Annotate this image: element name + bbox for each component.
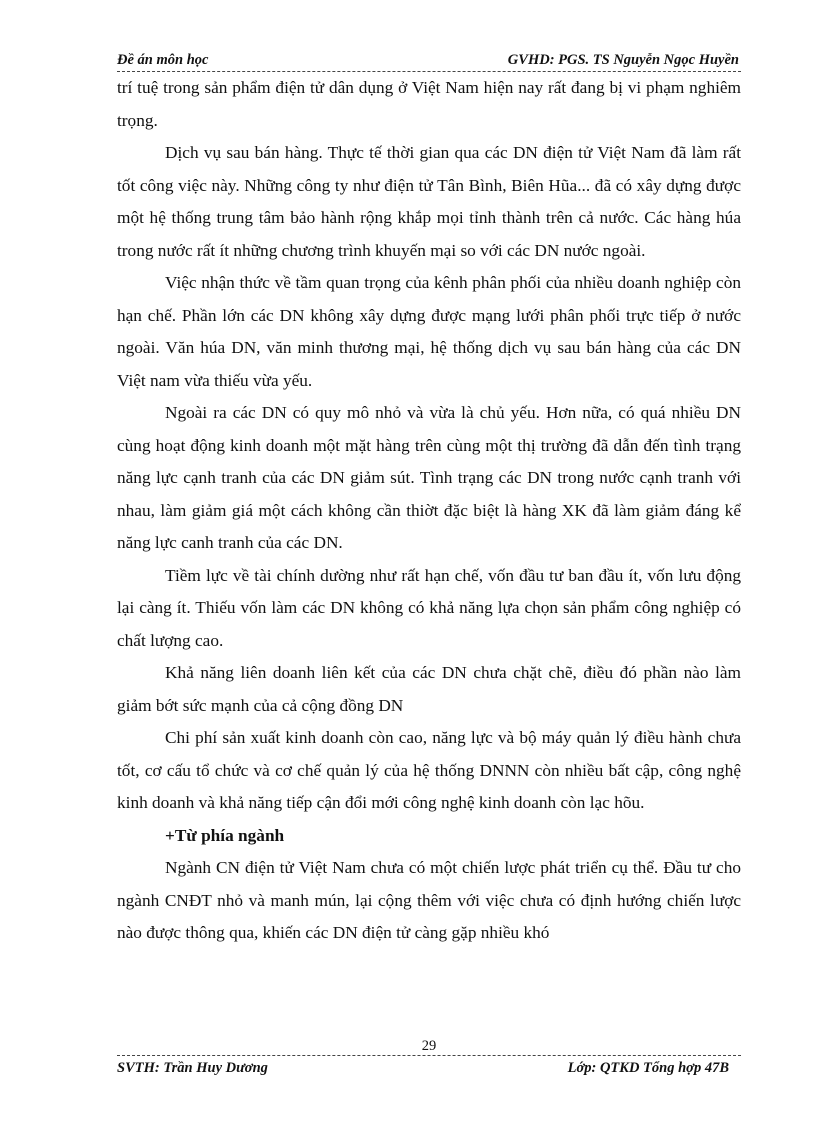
section-heading: +Từ phía ngành	[165, 825, 285, 845]
paragraph-finance: Tiềm lực về tài chính dường như rất hạn chế, vốn đầu tư ban đầu ít, vốn lưu động lại càng ít. Thiếu vốn làm các DN không có khả năng lựa chọn sản phẩm công nghiệp có chất lượng cao.	[117, 565, 741, 650]
paragraph-distribution: Việc nhận thức về tầm quan trọng của kênh phân phối của nhiều doanh nghiệp còn hạn chế. Phần lớn các DN không xây dựng được mạng lưới phân phối trực tiếp ở nước ngoài. Văn húa DN, văn minh thương mại, hệ thống dịch vụ sau bán hàng của các DN Việt nam vừa thiếu vừa yếu.	[117, 273, 741, 390]
page-number: 29	[421, 1038, 437, 1054]
paragraph-after-sales: Dịch vụ sau bán hàng. Thực tế thời gian qua các DN điện tử Việt Nam đã làm rất tốt công việc này. Những công ty như điện tử Tân Bình, Biên Hũa... đã có xây dựng được một hệ thống trung tâm bảo hành rộng khắp mọi tỉnh thành trên cả nước. Các hàng húa trong nước rất ít những chương trình khuyến mại so với các DN nước ngoài.	[117, 143, 741, 260]
paragraph-continuation: trí tuệ trong sản phẩm điện tử dân dụng ở Việt Nam hiện nay rất đang bị vi phạm nghiêm trọng.	[117, 78, 741, 130]
paragraph-joint-venture: Khả năng liên doanh liên kết của các DN chưa chặt chẽ, điều đó phần nào làm giảm bớt sức mạnh của cả cộng đồng DN	[117, 663, 741, 715]
page-body	[117, 72, 741, 950]
paragraph-costs: Chi phí sản xuất kinh doanh còn cao, năng lực và bộ máy quản lý điều hành chưa tốt, cơ cấu tổ chức và cơ chế quản lý của hệ thống DNNN còn nhiều bất cập, công nghệ kinh doanh và khả năng tiếp cận đổi mới công nghệ kinh doanh còn lạc hõu.	[117, 728, 741, 812]
footer-student: SVTH: Trần Huy Dương	[117, 1060, 268, 1076]
paragraph-scale: Ngoài ra các DN có quy mô nhỏ và vừa là chủ yếu. Hơn nữa, có quá nhiều DN cùng hoạt động kinh doanh một mặt hàng trên cùng một thị trường đã dẫn đến tình trạng năng lực cạnh tranh của các DN giảm sút. Tình trạng các DN trong nước cạnh tranh với nhau, làm giảm giá một cách không cần thiờt đặc biệt là hàng XK đã làm giảm đáng kể năng lực canh tranh của các DN.	[117, 403, 741, 552]
header-advisor: GVHD: PGS. TS Nguyễn Ngọc Huyền	[507, 52, 739, 68]
page-footer	[117, 1038, 741, 1078]
page-header	[117, 49, 741, 72]
footer-class: Lớp: QTKD Tổng hợp 47B	[567, 1060, 729, 1076]
paragraph-industry: Ngành CN điện tử Việt Nam chưa có một chiến lược phát triển cụ thể. Đầu tư cho ngành CNĐT nhỏ và manh mún, lại cộng thêm với việc chưa có định hướng chiến lược nào được thông qua, khiến các DN điện tử càng gặp nhiều khó	[117, 858, 741, 942]
header-course-title: Đề án môn học	[117, 52, 209, 68]
